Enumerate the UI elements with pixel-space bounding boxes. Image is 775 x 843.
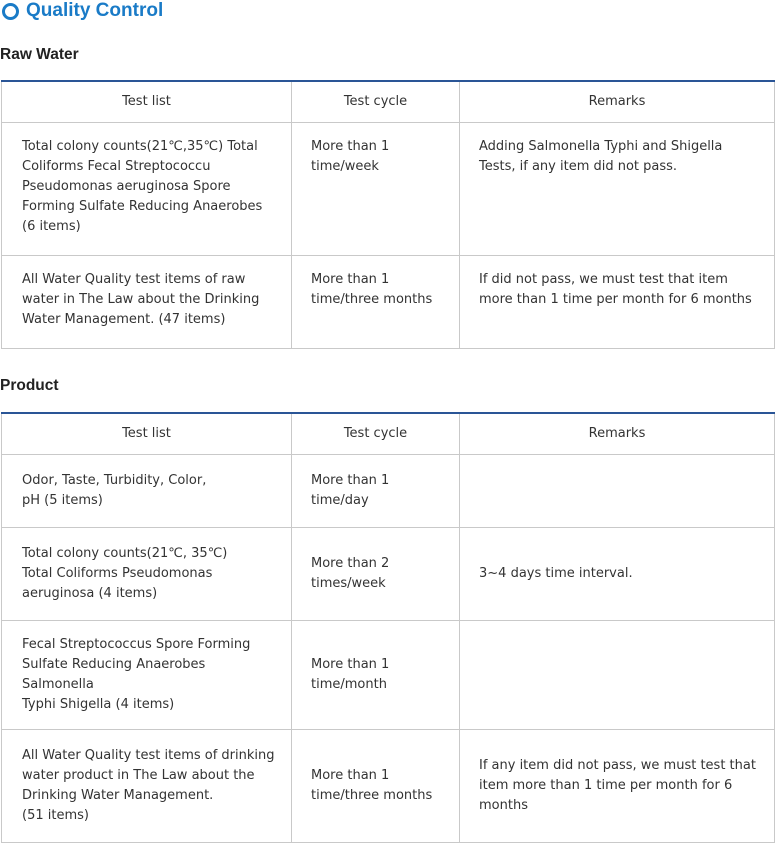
table-row [2,528,775,621]
cell-remarks: 3~4 days time interval. [460,528,775,621]
cell-remarks [460,621,775,730]
table-row [2,455,775,528]
cell-test-list: All Water Quality test items of drinking water product in The Law about the Drinking Water Management. (51 items) [2,730,292,843]
cell-remarks: If did not pass, we must test that item more than 1 time per month for 6 months [460,256,775,349]
column-header-test-list: Test list [2,81,292,123]
cell-remarks: Adding Salmonella Typhi and Shigella Tests, if any item did not pass. [460,123,775,256]
cell-test-cycle: More than 1 time/month [292,621,460,730]
column-header-test-cycle: Test cycle [292,413,460,455]
cell-test-cycle: More than 1 time/day [292,455,460,528]
cell-test-list: Odor, Taste, Turbidity, Color, pH (5 items) [2,455,292,528]
table-row [2,621,775,730]
cell-test-cycle: More than 2 times/week [292,528,460,621]
cell-test-cycle: More than 1 time/three months [292,256,460,349]
cell-remarks: If any item did not pass, we must test that item more than 1 time per month for 6 months [460,730,775,843]
column-header-test-cycle: Test cycle [292,81,460,123]
table-row [2,730,775,843]
cell-test-list: Fecal Streptococcus Spore Forming Sulfate Reducing Anaerobes Salmonella Typhi Shigella (4 items) [2,621,292,730]
cell-test-cycle: More than 1 time/week [292,123,460,256]
table-header-row [2,81,775,123]
raw-water-table [1,80,775,349]
table-row [2,123,775,256]
cell-test-cycle: More than 1 time/three months [292,730,460,843]
cell-test-list: Total colony counts(21℃, 35℃) Total Coliforms Pseudomonas aeruginosa (4 items) [2,528,292,621]
column-header-test-list: Test list [2,413,292,455]
table-header-row [2,413,775,455]
page-title [2,0,163,22]
table-row [2,256,775,349]
raw-water-heading: Raw Water [0,46,79,63]
page-title-text: Quality Control [26,0,164,21]
cell-remarks [460,455,775,528]
circle-bullet-icon [2,3,19,20]
column-header-remarks: Remarks [460,81,775,123]
product-heading: Product [0,377,59,394]
product-table [1,412,775,843]
column-header-remarks: Remarks [460,413,775,455]
cell-test-list: Total colony counts(21℃,35℃) Total Coliforms Fecal Streptococcu Pseudomonas aeruginosa Spore Forming Sulfate Reducing Anaerobes (6 items) [2,123,292,256]
cell-test-list: All Water Quality test items of raw water in The Law about the Drinking Water Management. (47 items) [2,256,292,349]
